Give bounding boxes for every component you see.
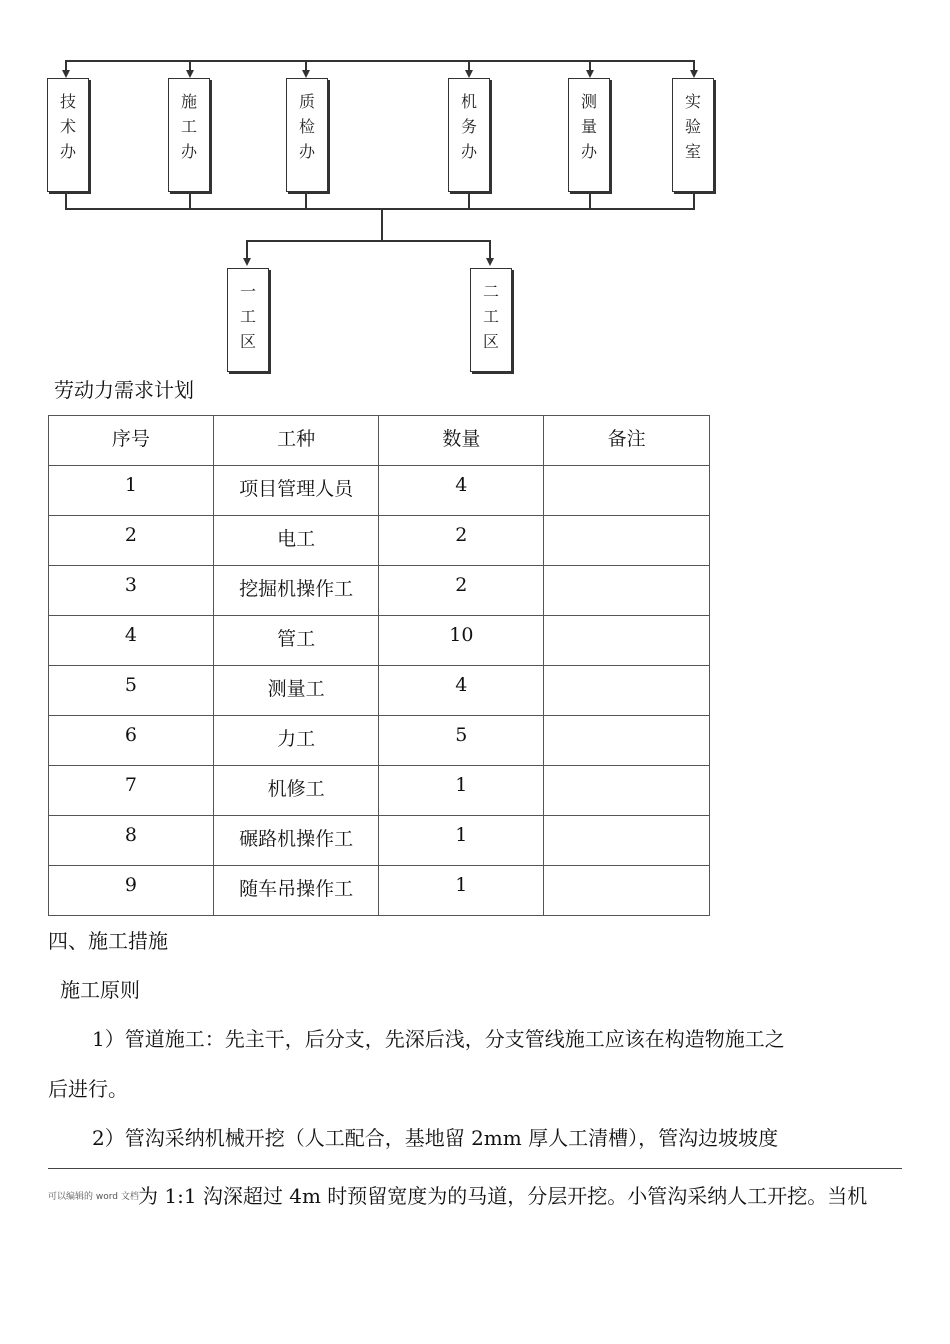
zone-char: 一	[239, 282, 256, 301]
connector	[589, 192, 591, 209]
zone-char: 工	[239, 307, 256, 326]
arrow-icon	[486, 258, 494, 266]
table-row	[49, 866, 710, 916]
table-cell	[544, 716, 710, 766]
table-cell: 3	[49, 566, 214, 616]
arrow-icon	[465, 70, 473, 78]
dept-char: 术	[59, 117, 76, 136]
table-row	[49, 766, 710, 816]
zone-bus	[246, 240, 491, 242]
table-row	[49, 516, 710, 566]
header-cell: 备注	[544, 416, 710, 466]
connector	[305, 192, 307, 209]
dept-char: 工	[180, 117, 197, 136]
zone-char: 区	[482, 332, 499, 351]
header-cell: 序号	[49, 416, 214, 466]
table-row	[49, 566, 710, 616]
arrow-icon	[243, 258, 251, 266]
arrow-icon	[62, 70, 70, 78]
table-cell: 4	[379, 466, 544, 516]
table-cell	[544, 466, 710, 516]
paragraph-2-line-2: 为 1:1 沟深超过 4m 时预留宽度为的马道，分层开挖。小管沟采纳人工开挖。当机	[138, 1184, 868, 1208]
connector	[65, 192, 67, 209]
labor-table	[48, 415, 710, 916]
table-cell: 测量工	[213, 666, 379, 716]
dept-char: 测	[580, 92, 597, 111]
table-header-row	[49, 416, 710, 466]
table-cell: 1	[379, 766, 544, 816]
table-cell	[544, 666, 710, 716]
table-cell	[544, 516, 710, 566]
table-cell: 8	[49, 816, 214, 866]
dept-box-lab	[672, 78, 714, 192]
connector	[693, 192, 695, 209]
table-cell: 4	[49, 616, 214, 666]
table-cell: 5	[379, 716, 544, 766]
dept-char: 务	[460, 117, 477, 136]
dept-char: 办	[298, 142, 315, 161]
table-cell	[544, 566, 710, 616]
header-cell: 工种	[213, 416, 379, 466]
table-row	[49, 616, 710, 666]
connector	[468, 192, 470, 209]
dept-char: 机	[460, 92, 477, 111]
dept-char: 办	[180, 142, 197, 161]
paragraph-2-line-1: 2）管沟采纳机械开挖（人工配合，基地留 2mm 厚人工清槽），管沟边坡坡度	[92, 1126, 779, 1150]
dept-char: 办	[59, 142, 76, 161]
table-row	[49, 816, 710, 866]
arrow-icon	[690, 70, 698, 78]
zone-box-1	[227, 268, 269, 372]
dept-char: 实	[684, 92, 701, 111]
table-cell: 7	[49, 766, 214, 816]
table-row	[49, 466, 710, 516]
table-cell: 2	[379, 566, 544, 616]
table-cell: 1	[379, 866, 544, 916]
dept-char: 施	[180, 92, 197, 111]
table-cell: 挖掘机操作工	[213, 566, 379, 616]
table-cell: 碾路机操作工	[213, 816, 379, 866]
org-top-bus	[65, 60, 695, 62]
dept-char: 技	[59, 92, 76, 111]
table-cell: 1	[379, 816, 544, 866]
zone-char: 二	[482, 282, 499, 301]
table-cell: 管工	[213, 616, 379, 666]
table-cell: 6	[49, 716, 214, 766]
org-bottom-bus	[65, 208, 695, 210]
table-cell: 机修工	[213, 766, 379, 816]
dept-char: 办	[460, 142, 477, 161]
dept-box-tech	[47, 78, 89, 192]
arrow-icon	[302, 70, 310, 78]
paragraph-1-line-1: 1）管道施工：先主干，后分支，先深后浅，分支管线施工应该在构造物施工之	[92, 1027, 785, 1051]
connector	[381, 208, 383, 241]
table-cell: 4	[379, 666, 544, 716]
footer-note: 可以编辑的 word 文档	[48, 1192, 139, 1202]
table-cell: 10	[379, 616, 544, 666]
connector	[189, 192, 191, 209]
table-cell	[544, 816, 710, 866]
dept-char: 量	[580, 117, 597, 136]
table-row	[49, 716, 710, 766]
table-cell	[544, 616, 710, 666]
dept-box-quality	[286, 78, 328, 192]
dept-box-survey	[568, 78, 610, 192]
arrow-icon	[586, 70, 594, 78]
table-cell: 随车吊操作工	[213, 866, 379, 916]
dept-box-machinery	[448, 78, 490, 192]
footer-divider	[48, 1168, 902, 1169]
table-cell: 9	[49, 866, 214, 916]
section-subheading: 施工原则	[60, 978, 140, 1002]
dept-char: 办	[580, 142, 597, 161]
table-cell: 2	[379, 516, 544, 566]
table-cell: 项目管理人员	[213, 466, 379, 516]
connector	[489, 240, 491, 260]
table-cell: 5	[49, 666, 214, 716]
connector	[246, 240, 248, 260]
zone-box-2	[470, 268, 512, 372]
arrow-icon	[186, 70, 194, 78]
zone-char: 区	[239, 332, 256, 351]
dept-char: 检	[298, 117, 315, 136]
table-cell: 电工	[213, 516, 379, 566]
header-cell: 数量	[379, 416, 544, 466]
table-cell	[544, 866, 710, 916]
table-cell: 1	[49, 466, 214, 516]
dept-char: 验	[684, 117, 701, 136]
paragraph-1-line-2: 后进行。	[48, 1077, 128, 1101]
section-heading: 四、施工措施	[48, 929, 168, 953]
dept-char: 室	[684, 142, 701, 161]
table-cell: 力工	[213, 716, 379, 766]
dept-char: 质	[298, 92, 315, 111]
dept-box-construction	[168, 78, 210, 192]
table-cell: 2	[49, 516, 214, 566]
zone-char: 工	[482, 307, 499, 326]
table-cell	[544, 766, 710, 816]
table-row	[49, 666, 710, 716]
labor-plan-title: 劳动力需求计划	[54, 378, 194, 402]
